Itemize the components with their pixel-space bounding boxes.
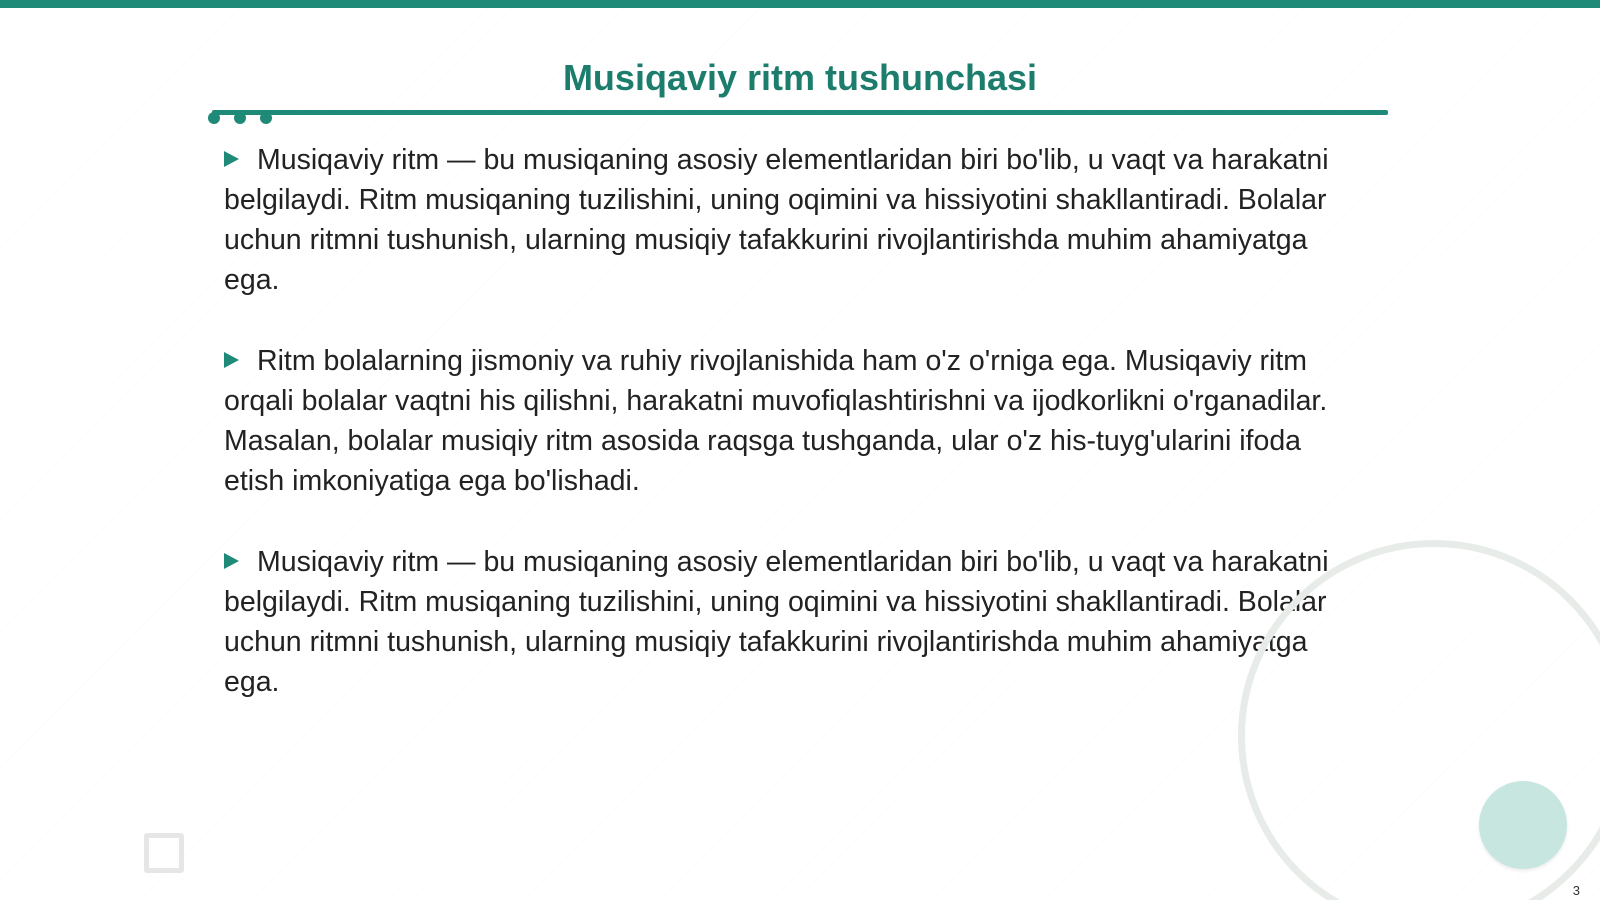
- bullet-paragraph: [224, 542, 1344, 702]
- decor-dot: [260, 112, 272, 124]
- top-accent-bar: [0, 0, 1600, 8]
- title-underline: [212, 110, 1388, 115]
- bullet-paragraph: [224, 341, 1344, 501]
- page-number: 3: [1572, 883, 1580, 898]
- triangle-bullet-icon: [224, 151, 239, 167]
- slide-title: Musiqaviy ritm tushunchasi: [562, 57, 1038, 98]
- paragraph-text: Ritm bolalarning jismoniy va ruhiy rivojlanishida ham o'z o'rniga ega. Musiqaviy ritm orqali bolalar vaqtni his qilishni, harakatni muvofiqlashtirishni va ijodkorlikni o'rganadilar. Masalan, bolalar musiqiy ritm asosida raqsga tushganda, ular o'z his-tuyg'ularini ifoda etish imkoniyatiga ega bo'lishadi.: [224, 345, 1328, 497]
- triangle-bullet-icon: [224, 553, 239, 569]
- bullet-paragraph: [224, 140, 1344, 300]
- paragraph-text: Musiqaviy ritm — bu musiqaning asosiy elementlaridan biri bo'lib, u vaqt va harakatni belgilaydi. Ritm musiqaning tuzilishini, uning oqimini va hissiyotini shakllantiradi. Bolalar uchun ritmni tushunish, ularning musiqiy tafakkurini rivojlantirishda muhim ahamiyatga ega.: [224, 546, 1329, 698]
- decor-dot: [208, 112, 220, 124]
- decorative-circle: [1479, 781, 1567, 869]
- paragraph-text: Musiqaviy ritm — bu musiqaning asosiy elementlaridan biri bo'lib, u vaqt va harakatni belgilaydi. Ritm musiqaning tuzilishini, uning oqimini va hissiyotini shakllantiradi. Bolalar uchun ritmni tushunish, ularning musiqiy tafakkurini rivojlantirishda muhim ahamiyatga ega.: [224, 144, 1329, 296]
- decor-dot: [234, 112, 246, 124]
- slide-body: [224, 140, 1344, 743]
- triangle-bullet-icon: [224, 352, 239, 368]
- decorative-square: [144, 833, 184, 873]
